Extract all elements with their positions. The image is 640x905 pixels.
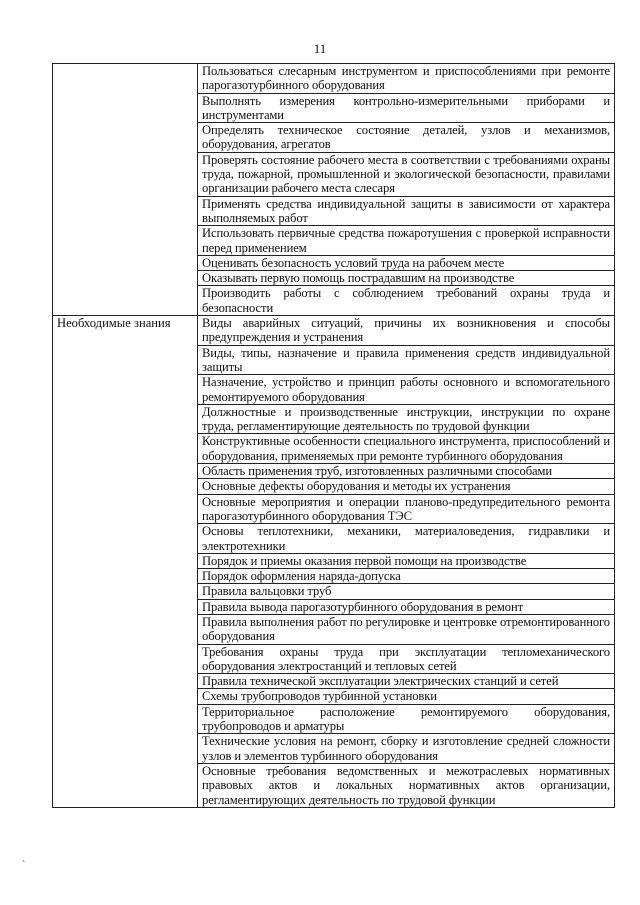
requirement-item: Основы теплотехники, механики, материаловедения, гидравлики и электротехники bbox=[198, 524, 615, 554]
requirement-item: Виды аварийных ситуаций, причины их возникновения и способы предупреждения и устранения bbox=[198, 316, 615, 346]
requirement-item: Проверять состояние рабочего места в соответствии с требованиями охраны труда, пожарной, промышленной и экологической безопасности, правилами организации рабочего места слесаря bbox=[198, 152, 615, 196]
requirement-item: Использовать первичные средства пожаротушения с проверкой исправности перед применением bbox=[198, 226, 615, 256]
page-number: 11 bbox=[313, 41, 327, 56]
margin-mark: ` bbox=[22, 860, 26, 871]
requirement-item: Правила технической эксплуатации электрических станций и сетей bbox=[198, 674, 615, 689]
requirement-item: Технические условия на ремонт, сборку и изготовление средней сложности узлов и элементов турбинного оборудования bbox=[198, 734, 615, 764]
requirement-item: Область применения труб, изготовленных различными способами bbox=[198, 464, 615, 479]
table-row bbox=[53, 316, 615, 346]
section-label: Необходимые знания bbox=[53, 316, 198, 808]
requirement-item: Пользоваться слесарным инструментом и приспособлениями при ремонте парогазотурбинного оборудования bbox=[198, 64, 615, 94]
section-label bbox=[53, 64, 198, 316]
table-row bbox=[53, 64, 615, 94]
requirement-item: Определять техническое состояние деталей, узлов и механизмов, оборудования, агрегатов bbox=[198, 123, 615, 153]
requirements-table bbox=[52, 63, 615, 808]
requirement-item: Виды, типы, назначение и правила применения средств индивидуальной защиты bbox=[198, 345, 615, 375]
requirement-item: Оценивать безопасность условий труда на рабочем месте bbox=[198, 255, 615, 270]
requirement-item: Применять средства индивидуальной защиты в зависимости от характера выполняемых работ bbox=[198, 196, 615, 226]
requirement-item: Требования охраны труда при эксплуатации тепломеханического оборудования электростанций и тепловых сетей bbox=[198, 644, 615, 674]
requirement-item: Правила вывода парогазотурбинного оборудования в ремонт bbox=[198, 599, 615, 614]
requirement-item: Порядок и приемы оказания первой помощи на производстве bbox=[198, 553, 615, 568]
requirement-item: Производить работы с соблюдением требований охраны труда и безопасности bbox=[198, 286, 615, 316]
requirements-table-body bbox=[53, 64, 615, 808]
requirement-item: Конструктивные особенности специального инструмента, приспособлений и оборудования, применяемых при ремонте турбинного оборудования bbox=[198, 434, 615, 464]
requirement-item: Оказывать первую помощь пострадавшим на производстве bbox=[198, 271, 615, 286]
requirement-item: Основные требования ведомственных и межотраслевых нормативных правовых актов и локальных нормативных актов организации, регламентирующих деятельность по трудовой функции bbox=[198, 763, 615, 807]
requirement-item: Выполнять измерения контрольно-измерительными приборами и инструментами bbox=[198, 93, 615, 123]
requirement-item: Схемы трубопроводов турбинной установки bbox=[198, 689, 615, 704]
requirement-item: Назначение, устройство и принцип работы основного и вспомогательного ремонтируемого оборудования bbox=[198, 375, 615, 405]
requirement-item: Правила выполнения работ по регулировке и центровке отремонтированного оборудования bbox=[198, 614, 615, 644]
requirement-item: Порядок оформления наряда-допуска bbox=[198, 569, 615, 584]
requirement-item: Территориальное расположение ремонтируемого оборудования, трубопроводов и арматуры bbox=[198, 704, 615, 734]
requirement-item: Основные мероприятия и операции планово-предупредительного ремонта парогазотурбинного оборудования ТЭС bbox=[198, 494, 615, 524]
requirement-item: Правила вальцовки труб bbox=[198, 584, 615, 599]
requirement-item: Основные дефекты оборудования и методы их устранения bbox=[198, 479, 615, 494]
requirement-item: Должностные и производственные инструкции, инструкции по охране труда, регламентирующие деятельность по трудовой функции bbox=[198, 404, 615, 434]
